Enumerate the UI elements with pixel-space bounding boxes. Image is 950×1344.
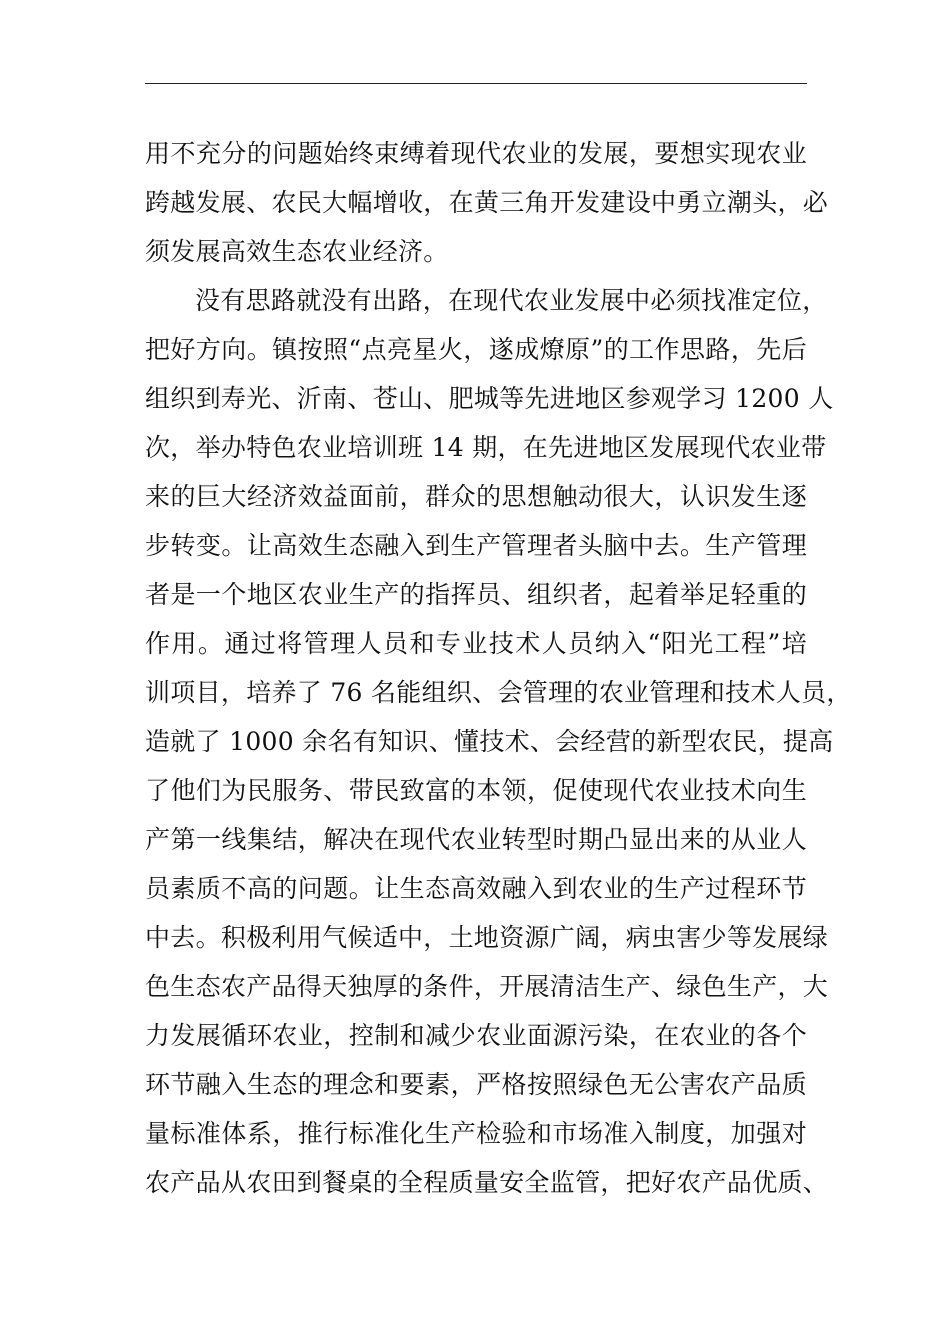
text-line: 量标准体系，推行标准化生产检验和市场准入制度，加强对 bbox=[145, 1119, 807, 1148]
text-line: 造就了 1000 余名有知识、懂技术、会经营的新型农民，提高 bbox=[145, 727, 834, 756]
header-rule bbox=[145, 83, 807, 84]
text-line: 次，举办特色农业培训班 14 期，在先进地区发展现代农业带 bbox=[145, 433, 827, 462]
text-line: 把好方向。镇按照“点亮星火，遂成燎原”的工作思路，先后 bbox=[145, 335, 807, 364]
paragraph-1 bbox=[145, 129, 829, 276]
text-line: 步转变。让高效生态融入到生产管理者头脑中去。生产管理 bbox=[145, 531, 807, 560]
text-line: 色生态农产品得天独厚的条件，开展清洁生产、绿色生产，大 bbox=[145, 972, 829, 1001]
text-line: 来的巨大经济效益面前，群众的思想触动很大，认识发生逐 bbox=[145, 482, 807, 511]
text-line: 力发展循环农业，控制和减少农业面源污染，在农业的各个 bbox=[145, 1021, 807, 1050]
text-line: 没有思路就没有出路，在现代农业发展中必须找准定位， bbox=[195, 286, 828, 315]
text-line: 了他们为民服务、带民致富的本领，促使现代农业技术向生 bbox=[145, 776, 807, 805]
text-line: 者是一个地区农业生产的指挥员、组织者，起着举足轻重的 bbox=[145, 580, 807, 609]
paragraph-2 bbox=[145, 276, 852, 1207]
text-line: 跨越发展、农民大幅增收，在黄三角开发建设中勇立潮头，必 bbox=[145, 188, 829, 217]
text-line: 作用。通过将管理人员和专业技术人员纳入“阳光工程”培 bbox=[145, 629, 807, 658]
text-line: 须发展高效生态农业经济。 bbox=[145, 237, 449, 266]
text-line: 训项目，培养了 76 名能组织、会管理的农业管理和技术人员， bbox=[145, 678, 852, 707]
text-line: 组织到寿光、沂南、苍山、肥城等先进地区参观学习 1200 人 bbox=[145, 384, 834, 413]
text-line: 农产品从农田到餐桌的全程质量安全监管，把好农产品优质、 bbox=[145, 1168, 829, 1197]
text-line: 中去。积极利用气候适中，土地资源广阔，病虫害少等发展绿 bbox=[145, 923, 829, 952]
body-text bbox=[145, 129, 852, 1207]
text-line: 产第一线集结，解决在现代农业转型时期凸显出来的从业人 bbox=[145, 825, 807, 854]
text-line: 环节融入生态的理念和要素，严格按照绿色无公害农产品质 bbox=[145, 1070, 807, 1099]
text-line: 员素质不高的问题。让生态高效融入到农业的生产过程环节 bbox=[145, 874, 807, 903]
text-line: 用不充分的问题始终束缚着现代农业的发展，要想实现农业 bbox=[145, 139, 807, 168]
